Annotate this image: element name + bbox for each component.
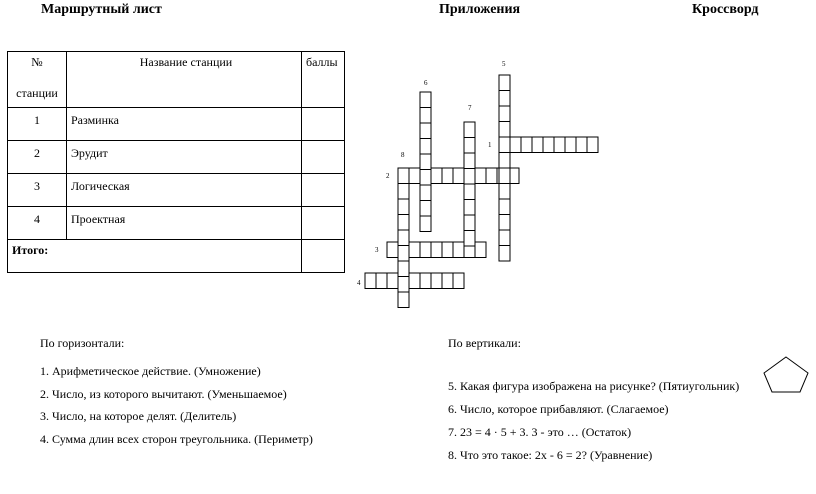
crossword-cell[interactable]	[420, 123, 431, 139]
crossword-cell[interactable]	[398, 246, 409, 262]
appendix-title: Приложения	[439, 2, 521, 17]
crossword-number-1: 1	[488, 141, 492, 149]
header-score: баллы	[302, 52, 345, 108]
crossword-cell[interactable]	[499, 199, 510, 215]
crossword-cell[interactable]	[442, 273, 453, 289]
crossword-cell[interactable]	[409, 242, 420, 258]
crossword-cell[interactable]	[453, 242, 464, 258]
crossword-cell[interactable]	[409, 273, 420, 289]
crossword-cell[interactable]	[420, 242, 431, 258]
station-number: 4	[34, 212, 40, 226]
header-station-name: Название станции	[67, 52, 302, 108]
crossword-cell[interactable]	[486, 168, 497, 184]
crossword-cell[interactable]	[365, 273, 376, 289]
crossword-cell[interactable]	[420, 108, 431, 124]
crossword-cell[interactable]	[398, 184, 409, 200]
horizontal-title: По горизонтали:	[40, 336, 125, 350]
horizontal-clue-4: 4. Сумма длин всех сторон треугольника. (Периметр)	[40, 432, 313, 446]
crossword-cell[interactable]	[387, 242, 398, 258]
crossword-title: Кроссворд	[692, 2, 759, 17]
crossword-number-2: 2	[386, 172, 390, 180]
crossword-cell[interactable]	[499, 106, 510, 122]
crossword-cell[interactable]	[554, 137, 565, 153]
crossword-cell[interactable]	[521, 137, 532, 153]
crossword-number-8: 8	[401, 151, 405, 159]
crossword-cell[interactable]	[464, 215, 475, 231]
crossword-cell[interactable]	[499, 75, 510, 91]
crossword-cell[interactable]	[453, 273, 464, 289]
crossword-cell[interactable]	[398, 168, 409, 184]
vertical-clue-8: 8. Что это такое: 2х - 6 = 2? (Уравнение)	[448, 448, 653, 462]
crossword-cell[interactable]	[398, 292, 409, 308]
crossword-cell[interactable]	[499, 168, 510, 184]
crossword-cell[interactable]	[420, 92, 431, 108]
station-name: Проектная	[71, 212, 126, 226]
crossword-cell[interactable]	[442, 242, 453, 258]
crossword-cell[interactable]	[464, 169, 475, 185]
crossword-cell[interactable]	[398, 261, 409, 277]
crossword-cell[interactable]	[499, 184, 510, 200]
crossword-cell[interactable]	[499, 91, 510, 107]
station-number: 1	[34, 113, 40, 127]
crossword-cell[interactable]	[499, 215, 510, 231]
station-name: Логическая	[71, 179, 130, 193]
crossword-cell[interactable]	[453, 168, 464, 184]
crossword-cell[interactable]	[587, 137, 598, 153]
crossword-cell[interactable]	[409, 168, 420, 184]
crossword-cell[interactable]	[499, 137, 510, 153]
crossword-cell[interactable]	[543, 137, 554, 153]
crossword-cell[interactable]	[398, 277, 409, 293]
crossword-cell[interactable]	[532, 137, 543, 153]
crossword-number-6: 6	[424, 79, 428, 87]
crossword-number-3: 3	[375, 246, 379, 254]
header-station-number: № станции	[8, 52, 67, 108]
crossword-cell[interactable]	[420, 139, 431, 155]
crossword-cell[interactable]	[420, 201, 431, 217]
total-label: Итого:	[12, 243, 49, 257]
crossword-cell[interactable]	[499, 246, 510, 262]
crossword-cell[interactable]	[398, 199, 409, 215]
crossword-cell[interactable]	[464, 200, 475, 216]
vertical-clue-7: 7. 23 = 4 · 5 + 3. 3 - это … (Остаток)	[448, 425, 632, 439]
crossword-cell[interactable]	[576, 137, 587, 153]
crossword-cell[interactable]	[464, 122, 475, 138]
crossword-cell[interactable]	[499, 230, 510, 246]
crossword-cell[interactable]	[464, 153, 475, 169]
crossword-cell[interactable]	[387, 273, 398, 289]
station-name: Разминка	[71, 113, 119, 127]
crossword-cell[interactable]	[420, 154, 431, 170]
crossword-cell[interactable]	[565, 137, 576, 153]
station-number: 2	[34, 146, 40, 160]
crossword-cell[interactable]	[442, 168, 453, 184]
crossword-cell[interactable]	[431, 242, 442, 258]
crossword-number-4: 4	[357, 279, 361, 287]
crossword-cell[interactable]	[510, 137, 521, 153]
route-sheet-title: Маршрутный лист	[41, 2, 162, 17]
crossword-cell[interactable]	[376, 273, 387, 289]
crossword-cell[interactable]	[464, 138, 475, 154]
crossword-cell[interactable]	[398, 215, 409, 231]
crossword-cell[interactable]	[431, 273, 442, 289]
crossword-cell[interactable]	[431, 168, 442, 184]
horizontal-clue-1: 1. Арифметическое действие. (Умножение)	[40, 364, 261, 378]
crossword-number-7: 7	[468, 104, 472, 112]
crossword-cell[interactable]	[420, 216, 431, 232]
crossword-cell[interactable]	[420, 170, 431, 186]
crossword-cell[interactable]	[464, 184, 475, 200]
horizontal-clue-3: 3. Число, на которое делят. (Делитель)	[40, 409, 237, 423]
crossword-cell[interactable]	[464, 231, 475, 247]
horizontal-clue-2: 2. Число, из которого вычитают. (Уменьшаемое)	[40, 387, 287, 401]
crossword-cell[interactable]	[475, 168, 486, 184]
crossword-cell[interactable]	[499, 153, 510, 169]
vertical-clue-6: 6. Число, которое прибавляют. (Слагаемое)	[448, 402, 669, 416]
station-name: Эрудит	[71, 146, 108, 160]
crossword-cell[interactable]	[475, 242, 486, 258]
station-number: 3	[34, 179, 40, 193]
vertical-title: По вертикали:	[448, 336, 521, 350]
vertical-clue-5: 5. Какая фигура изображена на рисунке? (Пятиугольник)	[448, 379, 740, 393]
crossword-cell[interactable]	[420, 273, 431, 289]
crossword-cell[interactable]	[499, 122, 510, 138]
crossword-cell[interactable]	[398, 230, 409, 246]
crossword-number-5: 5	[502, 60, 506, 68]
crossword-cell[interactable]	[420, 185, 431, 201]
